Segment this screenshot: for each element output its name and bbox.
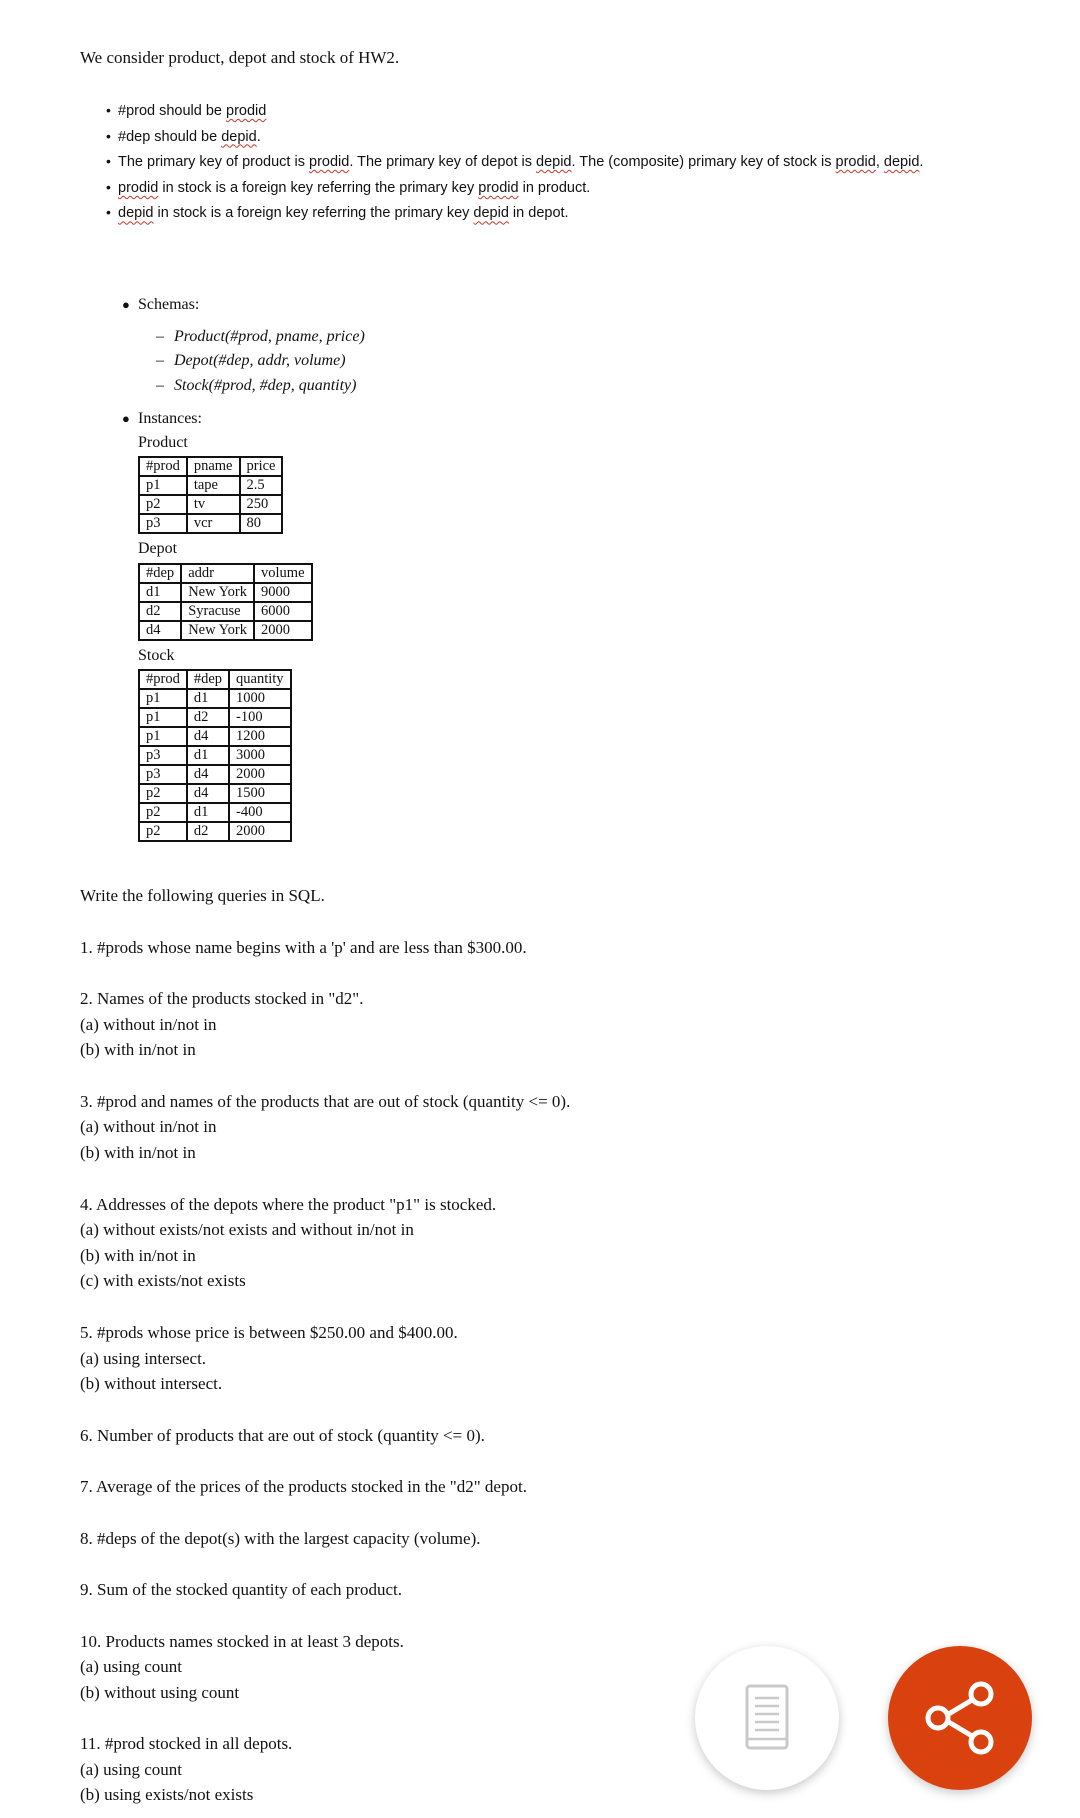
question-11-part-a: (a) using count (80, 1760, 182, 1779)
question-1: 1. #prods whose name begins with a 'p' and are less than $300.00. (80, 938, 527, 957)
table-row: p3 vcr 80 (139, 514, 282, 533)
list-item: • #prod should be prodid (106, 98, 923, 124)
table-row: p2 d2 2000 (139, 822, 291, 841)
question-3-part-b: (b) with in/not in (80, 1143, 196, 1162)
document-icon (695, 1646, 839, 1790)
table-row: d4 New York 2000 (139, 621, 312, 640)
table-row: p1 d2 -100 (139, 708, 291, 727)
depot-table (138, 563, 313, 641)
list-item: • The primary key of product is prodid. The primary key of depot is depid. The (composite) primary key of stock is prodid, depid. (106, 149, 923, 175)
question-2-part-b: (b) with in/not in (80, 1040, 196, 1059)
list-item: • prodid in stock is a foreign key referring the primary key prodid in product. (106, 175, 923, 201)
list-item: • depid in stock is a foreign key referring the primary key depid in depot. (106, 200, 923, 226)
schemas-heading: ● Schemas: (122, 296, 200, 313)
question-2-part-a: (a) without in/not in (80, 1015, 217, 1034)
share-icon (888, 1646, 1032, 1790)
intro-text: We consider product, depot and stock of HW2. (80, 48, 400, 67)
question-9: 9. Sum of the stocked quantity of each product. (80, 1580, 402, 1599)
table-header-row: #dep addr volume (139, 564, 312, 583)
product-table (138, 456, 283, 534)
schema-product: – Product(#prod, pname, price) (156, 328, 365, 345)
question-11-part-b: (b) using exists/not exists (80, 1785, 254, 1804)
question-2: 2. Names of the products stocked in "d2". (80, 989, 364, 1008)
question-10: 10. Products names stocked in at least 3 depots. (80, 1632, 404, 1651)
table-row: p2 tv 250 (139, 495, 282, 514)
table-row: p3 d1 3000 (139, 746, 291, 765)
table-header-row: #prod pname price (139, 457, 282, 476)
question-3: 3. #prod and names of the products that are out of stock (quantity <= 0). (80, 1092, 571, 1111)
depot-table-label: Depot (138, 540, 178, 557)
question-11: 11. #prod stocked in all depots. (80, 1734, 293, 1753)
table-row: p1 tape 2.5 (139, 476, 282, 495)
share-button[interactable] (888, 1646, 1032, 1790)
question-4-part-b: (b) with in/not in (80, 1246, 196, 1265)
stock-table (138, 669, 292, 842)
question-10-part-b: (b) without using count (80, 1683, 240, 1702)
question-5-part-a: (a) using intersect. (80, 1349, 207, 1368)
question-8: 8. #deps of the depot(s) with the largest capacity (volume). (80, 1529, 481, 1548)
table-row: p2 d1 -400 (139, 803, 291, 822)
reading-view-button[interactable] (695, 1646, 839, 1790)
question-6: 6. Number of products that are out of stock (quantity <= 0). (80, 1426, 485, 1445)
product-table-label: Product (138, 434, 188, 451)
question-4-part-c: (c) with exists/not exists (80, 1271, 246, 1290)
table-row: d1 New York 9000 (139, 583, 312, 602)
stock-table-label: Stock (138, 647, 175, 664)
list-item: • #dep should be depid. (106, 124, 923, 150)
table-header-row: #prod #dep quantity (139, 670, 291, 689)
table-row: d2 Syracuse 6000 (139, 602, 312, 621)
table-row: p2 d4 1500 (139, 784, 291, 803)
table-row: p3 d4 2000 (139, 765, 291, 784)
schema-depot: – Depot(#dep, addr, volume) (156, 352, 346, 369)
instances-heading: ● Instances: (122, 410, 202, 427)
table-row: p1 d1 1000 (139, 689, 291, 708)
question-10-part-a: (a) using count (80, 1657, 182, 1676)
question-4-part-a: (a) without exists/not exists and without in/not in (80, 1220, 414, 1239)
question-4: 4. Addresses of the depots where the product "p1" is stocked. (80, 1195, 497, 1214)
question-3-part-a: (a) without in/not in (80, 1117, 217, 1136)
question-7: 7. Average of the prices of the products stocked in the "d2" depot. (80, 1477, 527, 1496)
instruction-text: Write the following queries in SQL. (80, 886, 325, 905)
table-row: p1 d4 1200 (139, 727, 291, 746)
schema-stock: – Stock(#prod, #dep, quantity) (156, 377, 357, 394)
question-5: 5. #prods whose price is between $250.00 and $400.00. (80, 1323, 458, 1342)
question-5-part-b: (b) without intersect. (80, 1374, 223, 1393)
key-notes-list (106, 98, 923, 226)
